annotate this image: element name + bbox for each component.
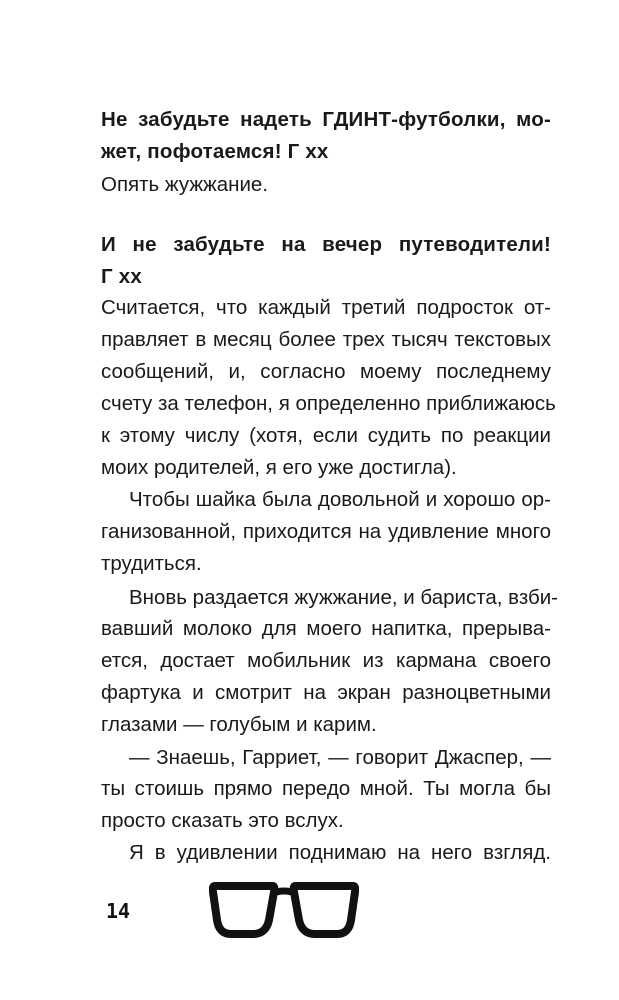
paragraph-line: просто сказать это вслух. [101, 809, 344, 832]
paragraph-line: трудиться. [101, 552, 202, 575]
paragraph-line: правляет в месяц более трех тысяч текстовых [101, 328, 551, 351]
page-number: 14 [105, 899, 131, 923]
paragraph-line: сообщений, и, согласно моему последнему [101, 360, 551, 383]
paragraph-line: — Знаешь, Гарриет, — говорит Джаспер, — [129, 746, 551, 769]
paragraph-line: ется, достает мобильник из кармана своего [101, 649, 551, 672]
text-message-line: жет, пофотаемся! Г хх [101, 140, 329, 163]
paragraph-line: моих родителей, я его уже достигла). [101, 456, 457, 479]
paragraph-line: ганизованной, приходится на удивление много [101, 520, 551, 543]
paragraph-line: глазами — голубым и карим. [101, 713, 377, 736]
paragraph-line: Считается, что каждый третий подросток от- [101, 296, 551, 319]
paragraph-line: Опять жужжание. [101, 173, 269, 196]
paragraph-line: Чтобы шайка была довольной и хорошо ор- [129, 488, 551, 511]
paragraph-line: Вновь раздается жужжание, и бариста, взби- [129, 586, 559, 609]
paragraph-line: Я в удивлении поднимаю на него взгляд. [129, 841, 551, 864]
glasses-icon [209, 880, 359, 940]
paragraph-line: ты стоишь прямо передо мной. Ты могла бы [101, 777, 551, 800]
paragraph-line: к этому числу (хотя, если судить по реакции [101, 424, 551, 447]
text-message-line: И не забудьте на вечер путеводители! [101, 233, 551, 256]
paragraph-line: вавший молоко для моего напитка, прерыва- [101, 617, 551, 640]
text-message-line: Не забудьте надеть ГДИНТ-футболки, мо- [101, 108, 551, 131]
paragraph-line: счету за телефон, я определенно приближаюсь [101, 392, 556, 415]
text-message-line: Г хх [101, 265, 142, 288]
paragraph-line: фартука и смотрит на экран разноцветными [101, 681, 551, 704]
